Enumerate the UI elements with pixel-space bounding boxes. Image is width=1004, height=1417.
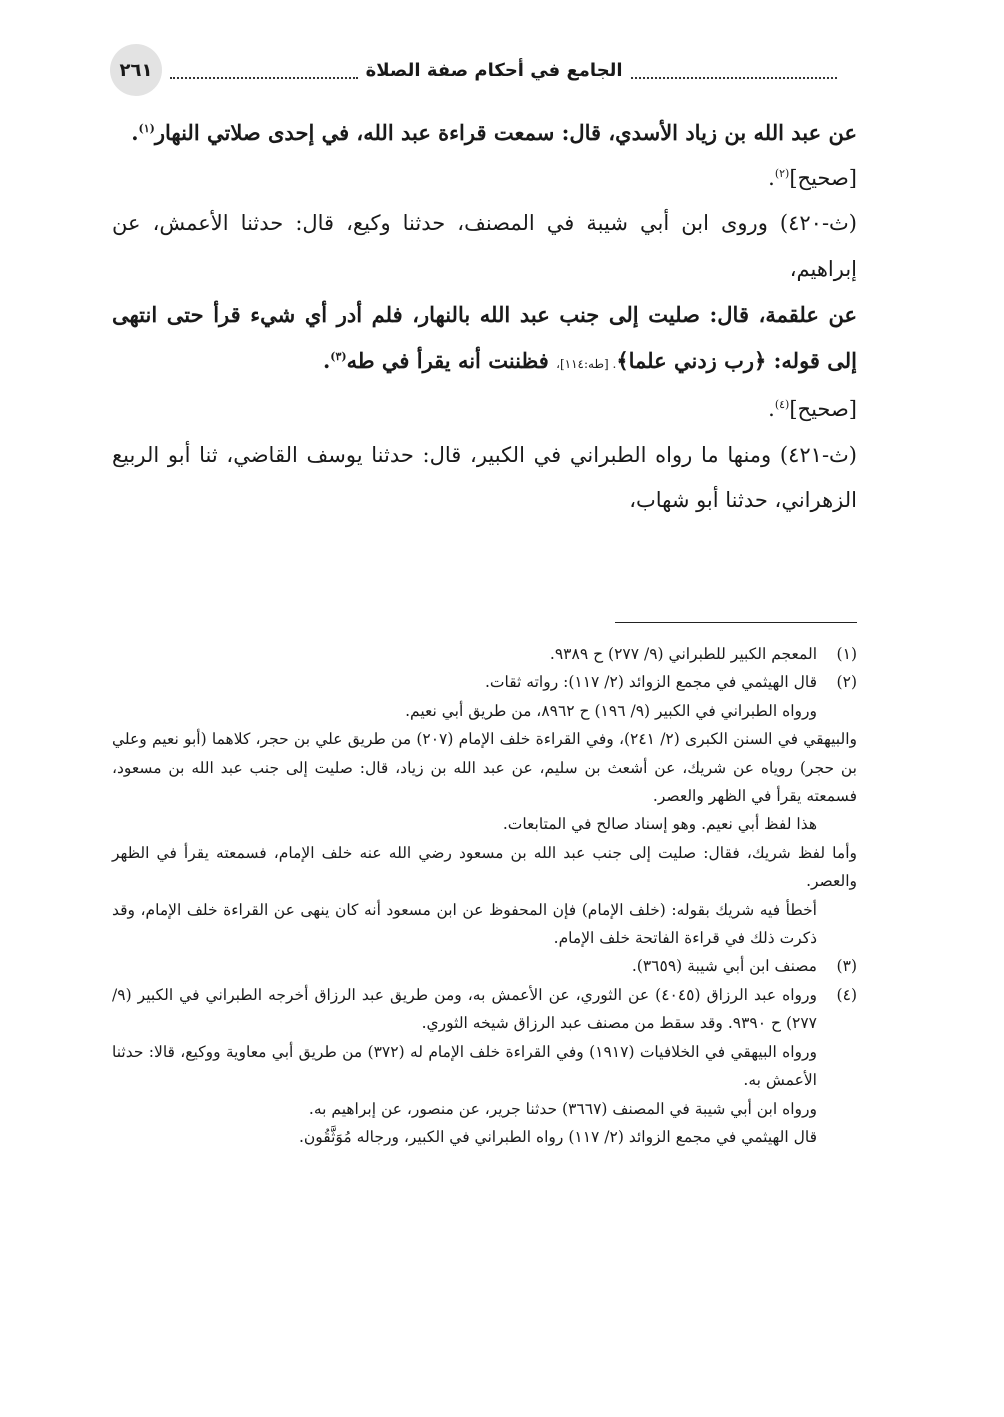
quran-verse: ﴿رب زدني علما﴾ [616, 347, 767, 373]
footnote-body [112, 981, 817, 1151]
grading [112, 156, 857, 202]
footnote-body [112, 952, 817, 980]
paragraph-text: عن عبد الله بن زياد الأسدي، قال: سمعت قراءة عبد الله، في إحدى صلاتي النهار [154, 120, 857, 145]
footnote-line: المعجم الكبير للطبراني (٩/ ٢٧٧) ح ٩٣٨٩. [549, 645, 817, 663]
footnote-line: هذا لفظ أبي نعيم. وهو إسناد صالح في المتابعات. [502, 815, 817, 834]
book-title: الجامع في أحكام صفة الصلاة [365, 59, 623, 81]
grading-text: [صحيح] [789, 397, 857, 421]
narration-chain [112, 201, 857, 292]
footnote-marker[interactable]: (١) [138, 122, 155, 135]
verse-reference: . [طه:١١٤]، [556, 356, 617, 371]
header-dotted-leader-right [631, 77, 837, 79]
footnote-number: (٤) [836, 985, 857, 1004]
footnote-marker[interactable]: (٣) [330, 349, 347, 363]
footnote-line: والبيهقي في السنن الكبرى (٢/ ٢٤١)، وفي القراءة خلف الإمام (٢٠٧) من طريق علي بن حجر، كلاهما (أبو نعيم وعلي بن حجر) روياه عن شريك، عن أشعث بن سليم، عن عبد الله بن زياد، قال: صليت إلى جنب عبد الله بن مسعود، فسمعته يقرأ في الظهر والعصر. [112, 730, 858, 806]
footnote-line: قال الهيثمي في مجمع الزوائد (٢/ ١١٧) رواه الطبراني في الكبير، ورجاله مُوَثَّقُون. [298, 1127, 817, 1146]
grading-text: [صحيح] [789, 165, 857, 190]
footnote-line: مصنف ابن أبي شيبة (٣٦٥٩). [631, 957, 817, 976]
footnote-line: أخطأ فيه شريك بقوله: (خلف الإمام) فإن المحفوظ عن ابن مسعود أنه كان ينهى عن القراءة خلف الإمام، وقد ذكرت ذلك في قراءة الفاتحة خلف الإمام. [112, 900, 817, 948]
footnote [112, 640, 857, 668]
footnotes [112, 640, 857, 1151]
narration-chain [112, 433, 857, 524]
footnote-body [112, 640, 817, 668]
footnote-separator [615, 622, 857, 623]
punctuation: . [768, 397, 775, 421]
paragraph-text: فظننت أنه يقرأ في طه [346, 347, 549, 373]
footnote-body [112, 668, 858, 952]
footnote-marker[interactable]: (٢) [774, 166, 790, 180]
page-number: ٢٦١ [110, 44, 162, 96]
footnote-number: (٢) [836, 673, 857, 692]
paragraph [112, 110, 857, 156]
punctuation: . [131, 120, 139, 145]
grading [112, 387, 857, 433]
header-dotted-leader [170, 77, 358, 79]
paragraph-text: عن علقمة، قال: صليت إلى جنب عبد الله بالنهار، فلم أدر أي شيء قرأ حتى انتهى إلى قوله: [112, 302, 857, 373]
page-header [110, 44, 845, 96]
footnote-line: ورواه ابن أبي شيبة في المصنف (٣٦٦٧) حدثنا جرير، عن منصور، عن إبراهيم به. [308, 1099, 817, 1118]
footnote-line: وأما لفظ شريك، فقال: صليت إلى جنب عبد الله بن مسعود رضي الله عنه خلف الإمام، فسمعته يقرأ في الظهر والعصر. [112, 843, 857, 891]
footnote [112, 952, 857, 980]
paragraph-text: (ث-٤٢١) ومنها ما رواه الطبراني في الكبير، قال: حدثنا يوسف القاضي، ثنا أبو الربيع الزهراني، حدثنا أبو شهاب، [112, 442, 857, 512]
footnote-number: (٣) [836, 957, 857, 976]
footnote-line: ورواه الطبراني في الكبير (٩/ ١٩٦) ح ٨٩٦٢، من طريق أبي نعيم. [405, 701, 817, 720]
footnote-line: ورواه عبد الرزاق (٤٠٤٥) عن الثوري، عن الأعمش به، ومن طريق عبد الرزاق أخرجه الطبراني في الكبير (٩/ ٢٧٧) ح ٩٣٩٠. وقد سقط من مصنف عبد الرزاق شيخه الثوري. [112, 985, 817, 1033]
footnote-line: قال الهيثمي في مجمع الزوائد (٢/ ١١٧): رواته ثقات. [484, 673, 817, 692]
paragraph-text: (ث-٤٢٠) وروى ابن أبي شيبة في المصنف، حدثنا وكيع، قال: حدثنا الأعمش، عن إبراهيم، [112, 211, 857, 281]
punctuation: . [768, 165, 775, 190]
main-text [112, 110, 857, 524]
paragraph [112, 292, 857, 387]
footnote-number: (١) [836, 645, 857, 663]
footnote [112, 668, 857, 952]
punctuation: . [322, 347, 331, 373]
footnote-line: ورواه البيهقي في الخلافيات (١٩١٧) وفي القراءة خلف الإمام له (٣٧٢) من طريق أبي معاوية ووكيع، قالا: حدثنا الأعمش به. [112, 1042, 817, 1090]
footnote [112, 981, 857, 1151]
footnote-marker[interactable]: (٤) [774, 398, 790, 411]
